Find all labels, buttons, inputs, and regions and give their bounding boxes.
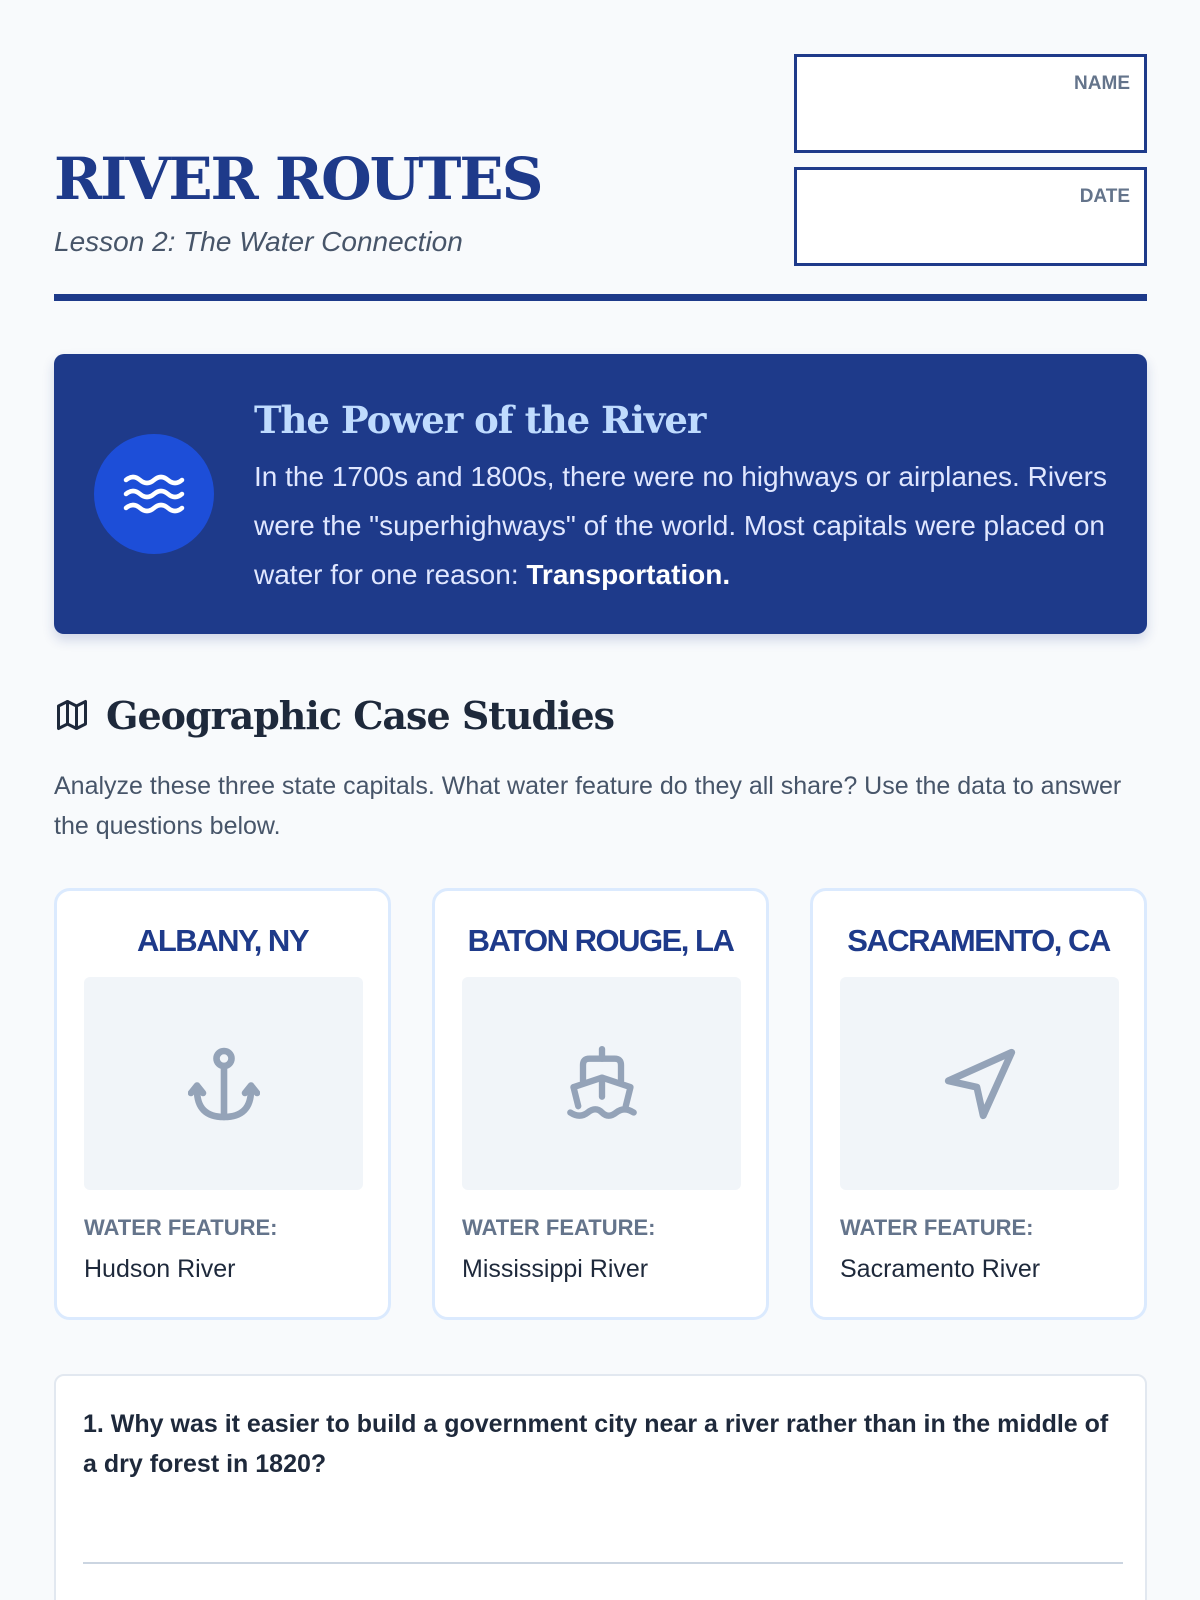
banner-title: The Power of the River xyxy=(254,398,706,442)
name-field[interactable] xyxy=(794,54,1147,153)
card-city: BATON ROUGE, LA xyxy=(467,923,734,958)
card-image xyxy=(840,977,1119,1190)
answer-line[interactable] xyxy=(83,1562,1123,1564)
page-title: RIVER ROUTES xyxy=(54,145,542,213)
waves-icon xyxy=(122,470,186,518)
case-card-baton-rouge xyxy=(432,888,769,1320)
case-card-albany xyxy=(54,888,391,1320)
worksheet-page xyxy=(54,0,1147,1478)
card-image xyxy=(84,977,363,1190)
banner-text xyxy=(254,452,1114,599)
worksheet-header xyxy=(54,0,1147,300)
name-field-label: NAME xyxy=(1074,73,1130,94)
card-label: WATER FEATURE: xyxy=(462,1215,656,1240)
section-heading xyxy=(54,690,614,740)
header-divider xyxy=(54,294,1147,301)
date-field[interactable] xyxy=(794,167,1147,266)
date-field-label: DATE xyxy=(1079,186,1130,207)
ship-icon xyxy=(564,1046,640,1122)
card-value: Sacramento River xyxy=(840,1255,1041,1283)
info-banner xyxy=(54,354,1147,634)
card-city: ALBANY, NY xyxy=(136,923,308,958)
section-title: Geographic Case Studies xyxy=(106,692,615,738)
banner-body: In the 1700s and 1800s, there were no highways or airplanes. Rivers were the "superhighways" of the world. Most capitals were placed on water for one reason: xyxy=(254,461,1107,590)
banner-emphasis: Transportation. xyxy=(526,559,731,590)
case-card-sacramento xyxy=(810,888,1147,1320)
card-image xyxy=(462,977,741,1190)
lesson-subtitle: Lesson 2: The Water Connection xyxy=(54,226,463,257)
card-label: WATER FEATURE: xyxy=(840,1215,1034,1240)
card-city: SACRAMENTO, CA xyxy=(847,923,1110,958)
question-text: 1. Why was it easier to build a government city near a river rather than in the middle of a dry forest in 1820? xyxy=(83,1410,1109,1478)
anchor-icon xyxy=(188,1044,260,1124)
card-label: WATER FEATURE: xyxy=(84,1215,278,1240)
navigation-icon xyxy=(942,1046,1018,1122)
map-icon xyxy=(54,697,90,733)
banner-icon-circle xyxy=(94,434,214,554)
section-intro: Analyze these three state capitals. What water feature do they all share? Use the data to answer the questions below. xyxy=(54,772,1122,840)
question-box xyxy=(54,1374,1147,1600)
card-value: Mississippi River xyxy=(462,1255,649,1283)
card-value: Hudson River xyxy=(84,1255,236,1283)
